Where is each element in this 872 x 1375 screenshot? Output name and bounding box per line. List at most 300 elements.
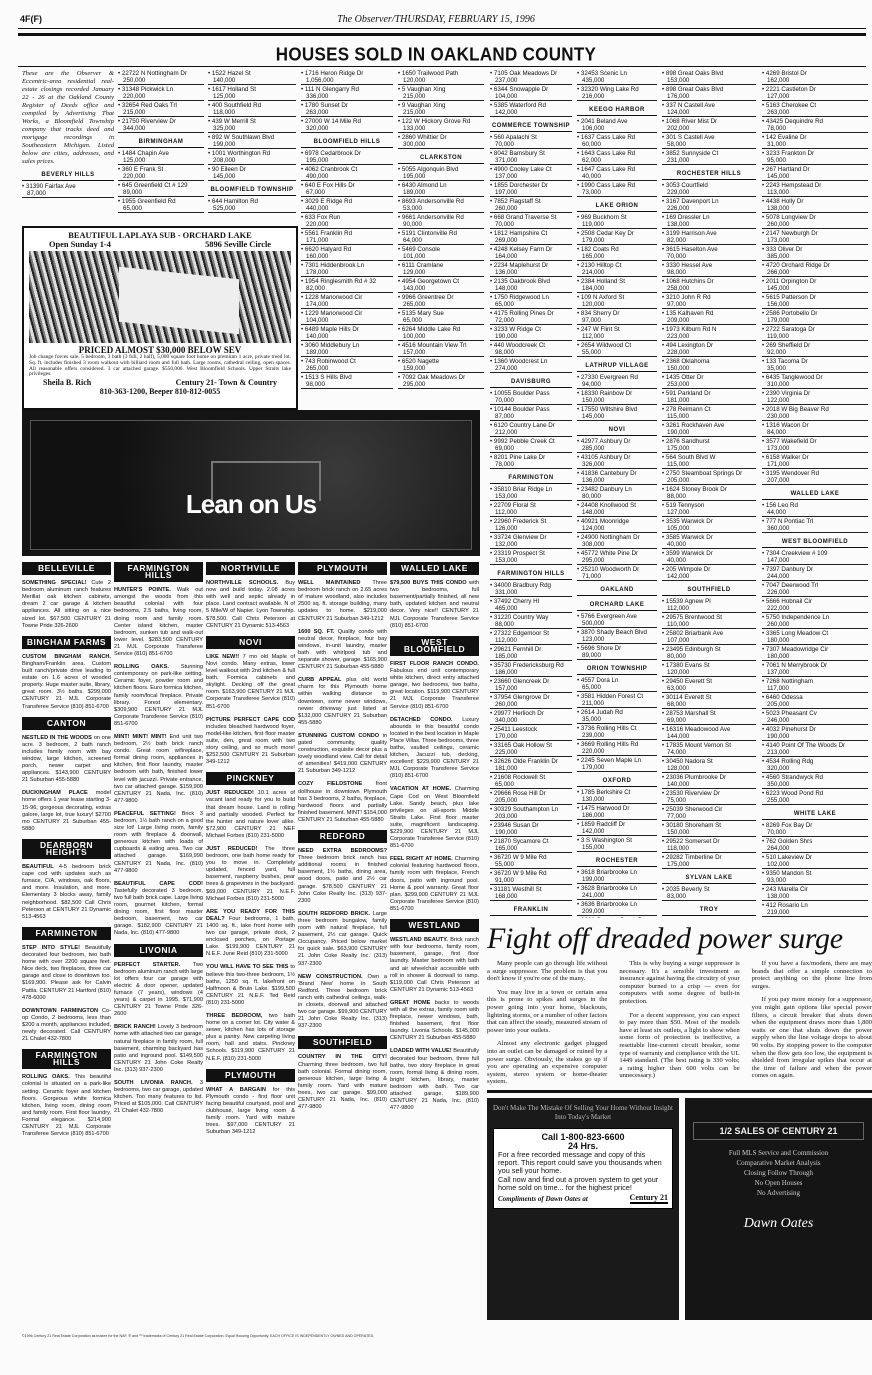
listing-item — [662, 742, 756, 757]
house-photo — [29, 251, 291, 343]
listing-item — [490, 278, 572, 293]
listing-item — [577, 869, 657, 884]
listing-address: • 30329 Southampton Ln — [490, 806, 572, 813]
listing-item — [662, 342, 756, 357]
listing-price: 40,000 — [662, 541, 756, 549]
listing-address: • 3535 Warwick Dr — [662, 518, 756, 525]
listing-price: 176,000 — [662, 93, 756, 101]
listing-address: • 9 Vaughan Xing — [398, 102, 484, 109]
listing-price: 155,000 — [577, 844, 657, 852]
listing-item — [662, 822, 756, 837]
listing-item — [490, 294, 572, 309]
listing-price: 340,000 — [490, 717, 572, 725]
ad-lead: WHAT A BARGAIN — [206, 1086, 266, 1093]
listing-address: • 29621 Fernhill Dr — [490, 646, 572, 653]
listing-price: 71,000 — [577, 573, 657, 581]
ad-text: Four bedrooms, 1 bath, 1400 sq. ft., lake front home with two car garage, private dock, 2 enclosed porches, on Portage Lake. $199,900 CENTURY 21 N.E.F. June Reid (810) 231-5000 — [206, 915, 295, 958]
listing-item — [490, 886, 572, 901]
listing-item — [662, 550, 756, 565]
listing-item — [662, 886, 756, 901]
ad-lead: STEP INTO STYLE! — [22, 944, 80, 951]
listing-address: • 6430 Almond Ln — [398, 182, 484, 189]
classified-ad — [22, 654, 111, 711]
listing-address: • 494 Lexington Dr — [662, 342, 756, 349]
listing-address: • 17380 Evans St — [662, 662, 756, 669]
listing-address: • 5023 Pheasant Cv — [762, 710, 868, 717]
listing-item — [301, 198, 393, 213]
listing-price: 97,000 — [662, 301, 756, 309]
listing-address: • 24900 Nottingham Dr — [577, 534, 657, 541]
listing-item — [577, 885, 657, 900]
listing-item — [762, 582, 868, 597]
listing-item — [577, 182, 657, 197]
listing-address: • 2221 Castleton Dr — [762, 86, 868, 93]
listing-price: 189,000 — [398, 189, 484, 197]
listing-address: • 3585 Warwick Dr — [662, 534, 756, 541]
ad-text: 3 bedrooms, two car garage, updated kitchen. Too many features to list. Priced at $105,000. Call CENTURY 21 Chalet 432-7800 — [114, 1080, 203, 1115]
listing-item — [662, 694, 756, 709]
listing-item — [662, 326, 756, 341]
listing-item — [762, 598, 868, 613]
listing-item — [577, 406, 657, 421]
listing-item — [662, 566, 756, 581]
ad-lead: LIKE NEW!! — [206, 653, 240, 660]
listing-item — [762, 374, 868, 389]
city-heading: SYLVAN LAKE — [662, 875, 756, 884]
classified-ad — [390, 717, 479, 781]
listing-address: • 32626 Olde Franklin Dr — [490, 758, 572, 765]
listing-address: • 205 Wimpole Dr — [662, 566, 756, 573]
listing-address: • 31220 Country Way — [490, 614, 572, 621]
listing-price: 127,000 — [662, 509, 756, 517]
listing-address: • 2245 Seven Maple Ln — [577, 757, 657, 764]
listing-item — [490, 534, 572, 549]
classified-ad — [298, 677, 387, 727]
listing-price: 148,000 — [490, 285, 572, 293]
listing-address: • 30180 Shoreham St — [662, 822, 756, 829]
listing-address: • 3 S Washington St — [577, 837, 657, 844]
listing-item — [490, 502, 572, 517]
listing-price: 181,000 — [490, 765, 572, 773]
listing-item — [301, 294, 393, 309]
ad-text: Stunning contemporary on park-like setting. Ceramic foyer, powder room and kitchen floors. Euro formica kitchen, family room/focal fireplace. Private library. Forest elementary. $309,900 CENTURY 21 MJL Corporate Transferee Service (810) 851-6700 — [114, 664, 203, 727]
listing-address: • 36720 W 9 Mile Rd — [490, 854, 572, 861]
listing-price: 440,000 — [301, 205, 393, 213]
listing-price: 199,000 — [577, 876, 657, 884]
listing-price: 179,000 — [577, 237, 657, 245]
listing-item — [662, 470, 756, 485]
ad-text: 10.1 acres of vacant land ready for you to build that dream house. Land is rolling and partially wooded. Perfect for the hunter and nature lover alike. $72,900 CENTURY 21 NEF Michael Forbes (810) 231-5000 — [206, 790, 295, 839]
listing-item — [577, 278, 657, 293]
listing-address: • 4248 Kelsey Farm Dr — [490, 246, 572, 253]
ad-body: Job change forces sale. 5 bedroom, 3 bath (3 full, 2 half), 5,000 square foot home on premium 1 acre, private treed lot. Sq. ft. includes finished 3 room walkout with billiard room and full bath. Large rooms, cathedral ceiling, open spaces. All reasonable offers considered. 3 car attached garage. $550,000. West Bloomfield Schools. Upper Straits lake privileges. — [29, 354, 291, 378]
listing-address: • 4032 Pinehurst Dr — [762, 726, 868, 733]
listing-price: 181,000 — [662, 397, 756, 405]
listing-price: 190,000 — [762, 733, 868, 741]
listing-price: 105,000 — [662, 525, 756, 533]
city-heading: DAVISBURG — [490, 379, 572, 388]
listing-price: 171,000 — [762, 461, 868, 469]
listing-address: • 6264 Middle Lake Rd — [398, 326, 484, 333]
listing-address: • 1780 Sunset Dr — [301, 102, 393, 109]
listing-item — [490, 598, 572, 613]
listing-address: • 2368 Oklahoma — [662, 358, 756, 365]
listing-price: 124,000 — [577, 525, 657, 533]
listing-address: • 591 Parkland Dr — [662, 390, 756, 397]
listing-price: 148,000 — [577, 509, 657, 517]
listing-address: • 29666 Rose Hill Dr — [490, 790, 572, 797]
listing-item — [662, 134, 756, 149]
listing-address: • 644 Hamilton Rd — [208, 198, 296, 205]
listing-address: • 135 Kalhaven Rd — [662, 310, 756, 317]
city-banner: NORTHVILLE — [206, 562, 295, 575]
listing-item — [301, 70, 393, 85]
listing-item — [208, 150, 296, 165]
listing-price: 189,000 — [301, 349, 393, 357]
listing-price: 173,000 — [762, 237, 868, 245]
ad-lead: COZY FIELDSTONE — [298, 781, 363, 788]
city-banner: FARMINGTON HILLS — [22, 1049, 111, 1069]
ad-lead: 1600 SQ. FT. — [298, 628, 335, 635]
ad-body: Call now and find out a proven system to get your home sold on time... for the highest price! — [498, 1174, 659, 1192]
service-item: Full MLS Service and Commission — [728, 1149, 829, 1157]
listing-address: • 4954 Georgetown Ct — [398, 278, 484, 285]
listing-price: 35,000 — [762, 365, 868, 373]
listing-price: 73,000 — [577, 189, 657, 197]
listing-item — [662, 486, 756, 501]
listing-item — [490, 198, 572, 213]
article-paragraph: If you pay more money for a suppressor, you might gain options like special power filters, a circuit breaker that shuts down when the equipment draws more than 1,800 watts or one that shuts down the power supply when the line voltage drops to about 90 volts. By stopping power to the computer when the flow gets too low, the equipment is shielded from irregular spikes that occur at the time of failure and when the power comes on again. — [751, 996, 872, 1080]
listing-price: 69,000 — [662, 717, 756, 725]
listing-price: 136,000 — [577, 477, 657, 485]
listing-address: • 6489 Maple Hills Dr — [301, 326, 393, 333]
article-paragraph: Many people can go through life without a surge suppressor. The problem is that you don't know if you're one of the many. — [487, 960, 608, 983]
listing-price: 115,000 — [662, 413, 756, 421]
divider — [18, 28, 866, 29]
listing-price: 84,000 — [762, 429, 868, 437]
listing-price: 264,000 — [762, 845, 868, 853]
listing-item — [577, 86, 657, 101]
listing-item — [301, 326, 393, 341]
listing-price: 160,000 — [301, 253, 393, 261]
listing-item — [490, 150, 572, 165]
listing-price: 229,000 — [662, 189, 756, 197]
listing-address: • 45772 White Pine Dr — [577, 550, 657, 557]
agent-name: Sheila B. Rich — [43, 378, 92, 388]
listing-item — [662, 598, 756, 613]
listing-price: 93,000 — [762, 877, 868, 885]
listing-item — [577, 502, 657, 517]
listing-price: 127,000 — [762, 93, 868, 101]
listing-price: 269,000 — [490, 237, 572, 245]
listing-item — [762, 646, 868, 661]
masthead: The Observer/THURSDAY, FEBRUARY 15, 1996 — [337, 14, 535, 25]
listing-price: 159,000 — [398, 365, 484, 373]
service-item: Comparative Market Analysis — [736, 1159, 821, 1167]
listing-address: • 1973 Kilburn Rd N — [662, 326, 756, 333]
page-number: 4F(F) — [20, 14, 42, 24]
listing-address: • 4557 Dora Ln — [577, 677, 657, 684]
listing-price: 260,000 — [490, 205, 572, 213]
listing-address: • 2722 Saratoga Dr — [762, 326, 868, 333]
listing-address: • 22960 Frederick St — [490, 518, 572, 525]
listing-price: 180,000 — [762, 653, 868, 661]
ad-lead: WELL MAINTAINED — [298, 580, 361, 587]
listing-item — [662, 614, 756, 629]
listing-address: • 3233 Frankton Dr — [762, 150, 868, 157]
listing-price: 153,000 — [490, 493, 572, 501]
listing-address: • 3330 Hessel Ave — [662, 262, 756, 269]
listing-item — [490, 518, 572, 533]
listing-item — [762, 630, 868, 645]
listing-price: 82,000 — [662, 237, 756, 245]
listing-price: 168,000 — [490, 893, 572, 901]
listing-address: • 31348 Pickwick Ln — [118, 86, 204, 93]
listing-price: 132,000 — [490, 541, 572, 549]
listing-address: • 9350 Mandon St — [762, 870, 868, 877]
listing-address: • 1435 Otter Dr — [662, 374, 756, 381]
listing-price: 255,000 — [762, 797, 868, 805]
listing-item — [301, 358, 393, 373]
ad-text: Luxury abounds in this beautiful condo located in the best location in Maple Place Villas. Three bedrooms, three baths, vaulted ceilings, ceramic kitchen, Jacuzzi tub, decking, excellent! $229,900 CENTURY 21 MJL Corporate Transferee Service (810) 851-6700 — [390, 716, 479, 780]
listing-price: 125,000 — [208, 93, 296, 101]
listing-price: 244,000 — [762, 573, 868, 581]
listing-address: • 1475 Harwood Dr — [577, 805, 657, 812]
open-house-time: Open Sunday 1-4 — [49, 240, 111, 249]
ad-lead: HUNTER'S POINTE. — [114, 587, 171, 594]
listing-item — [662, 678, 756, 693]
listing-price: 91,000 — [490, 877, 572, 885]
listing-address: • 23036 Plumbrooke Dr — [662, 774, 756, 781]
listing-item — [662, 182, 756, 197]
listing-address: • 5 Vaughan Xing — [398, 86, 484, 93]
listing-item — [662, 278, 756, 293]
listing-item — [301, 102, 393, 117]
listing-address: • 3736 Rolling Hills Ct — [577, 725, 657, 732]
listing-address: • 247 W Flint St — [577, 326, 657, 333]
listing-price: 98,000 — [301, 381, 393, 389]
listing-price: 214,000 — [577, 269, 657, 277]
listing-address: • 156 Leo Rd — [762, 502, 868, 509]
listing-price: 180,000 — [762, 637, 868, 645]
listing-address: • 5766 Evergreen Ave — [577, 613, 657, 620]
listing-price: 186,000 — [490, 669, 572, 677]
ad-text: 4-5 bedroom brick cape cod with updates such as furnace, C/A, windows, oak floors, and more. Insulation, and more. Elementary 3 blocks away, family neighborhood. $82,500 Call Chris Peterson at CENTURY 21 Dynamic 513-4563 — [22, 864, 111, 920]
listing-address: • 3210 John R Rd — [662, 294, 756, 301]
classified-ad — [298, 781, 387, 824]
listing-item — [118, 150, 204, 165]
listing-address: • 5163 Cherokee Ct — [762, 102, 868, 109]
classified-ad — [114, 734, 203, 805]
listing-address: • 333 Oliver Dr — [762, 246, 868, 253]
city-heading: COMMERCE TOWNSHIP — [490, 123, 572, 132]
city-heading: LATHRUP VILLAGE — [577, 363, 657, 372]
listing-item — [577, 390, 657, 405]
listing-price: 320,000 — [762, 765, 868, 773]
listing-item — [398, 310, 484, 325]
listing-price: 70,000 — [490, 221, 572, 229]
listing-address: • 3029 E Ridge Rd — [301, 198, 393, 205]
listing-price: 230,000 — [762, 413, 868, 421]
listing-address: • 5385 Waterford Rd — [490, 102, 572, 109]
listing-address: • 17550 Wiltshire Blvd — [577, 406, 657, 413]
listing-item — [662, 518, 756, 533]
listing-column — [22, 172, 114, 198]
listing-item — [301, 214, 393, 229]
listing-address: • 2135 Oakbrook Blvd — [490, 278, 572, 285]
city-banner: WALLED LAKE — [390, 562, 479, 575]
classified-ad — [390, 580, 479, 630]
ad-text: Buy now and build today. 2.08 acres with well and septic already in place. Land contract available. N of 5 Mile/W of Napier. Lyon Township. $78,500. Call Chris Peterson at CENTURY 21 Dynamic 513-4563 — [206, 580, 295, 629]
listing-item — [398, 118, 484, 133]
listing-item — [490, 694, 572, 709]
listing-address: • 3628 Briarbrooke Ln — [577, 885, 657, 892]
listing-price: 83,000 — [662, 893, 756, 901]
listing-address: • 21750 Riverview Dr — [118, 118, 204, 125]
listing-price: 265,000 — [398, 301, 484, 309]
listing-item — [208, 70, 296, 85]
listing-item — [398, 70, 484, 85]
listing-item — [208, 198, 296, 213]
listing-price: 70,000 — [490, 397, 572, 405]
listing-address: • 29575 Brentwood St — [662, 614, 756, 621]
listing-price: 203,000 — [490, 813, 572, 821]
listing-item — [208, 86, 296, 101]
listing-address: • 9966 Greentree Dr — [398, 294, 484, 301]
listing-price: 150,000 — [577, 397, 657, 405]
listing-price: 223,000 — [662, 333, 756, 341]
listing-address: • 1001 Worthington Rd — [208, 150, 296, 157]
listing-address: • 2018 W Big Beaver Rd — [762, 406, 868, 413]
ad-text: Large three bedroom bungalow, family room with natural fireplace, full basement, 2½ car garage. Quick Occupancy. Priced below market for quick sale. $63,900 CENTURY 21 John Coke Realty Inc. (313) 937-2300 — [298, 910, 387, 967]
listing-address: • 7307 Meadowridge Cir — [762, 646, 868, 653]
listing-item — [398, 278, 484, 293]
listing-item — [662, 70, 756, 85]
listing-address: • 269 Sheffield Dr — [762, 342, 868, 349]
listing-address: • 28753 Marshall St — [662, 710, 756, 717]
listing-price: 179,000 — [577, 764, 657, 772]
listing-item — [662, 86, 756, 101]
listing-price: 118,000 — [662, 845, 756, 853]
listing-price: 89,000 — [577, 652, 657, 660]
city-heading: BEVERLY HILLS — [22, 172, 114, 181]
ad-text: in gated community, quality construction, exquisite decor plus a lovely woodland view. Call for detail of amenities! $419,000 CENTURY 21 Suburban 349-1212 — [298, 732, 387, 775]
city-banner: BINGHAM FARMS — [22, 636, 111, 649]
listing-item — [577, 837, 657, 852]
ad-lead: PICTURE PERFECT CAPE COD — [206, 716, 295, 723]
ad-lead: WESTLAND BEAUTY. — [390, 937, 448, 944]
listing-price: 119,000 — [577, 221, 657, 229]
listing-price: 64,000 — [398, 237, 484, 245]
hours: 24 Hrs. — [567, 1141, 599, 1151]
listing-address: • 32453 Scenic Ln — [577, 70, 657, 77]
listing-address: • 3615 Haselton Ave — [662, 246, 756, 253]
listing-item — [490, 614, 572, 629]
listing-address: • 43105 Ashbury Dr — [577, 454, 657, 461]
ad-text: plus old world charm for this Plymouth home within walking distance to downtown, some newer windows, newer driveway just listed at $132,000 CENTURY 21 Suburban 455-5880 — [298, 677, 387, 726]
listing-address: • 1954 Ringlesmith Rd # 32 — [301, 278, 393, 285]
listing-item — [490, 486, 572, 501]
listing-item — [577, 693, 657, 708]
listing-address: • 17835 Mount Vernon St — [662, 742, 756, 749]
listing-address: • 640 E Fox Hills Dr — [301, 182, 393, 189]
ad-lead: JUST REDUCED! — [206, 790, 254, 797]
city-heading: NOVI — [577, 427, 657, 436]
listing-item — [762, 518, 868, 533]
classified-ad — [206, 580, 295, 630]
listing-address: • 2876 Sandhurst — [662, 438, 756, 445]
listing-address: • 22709 Floral St — [490, 502, 572, 509]
listing-price: 94,000 — [577, 381, 657, 389]
listing-price: 145,000 — [762, 173, 868, 181]
listing-item — [662, 790, 756, 805]
listing-address: • 31390 Fairfax Ave — [22, 183, 114, 190]
listing-price: 80,000 — [662, 653, 756, 661]
ad-text: on one acre. 3 bedroom, 2 bath ranch includes family room with bay window, large kitchen, screened porch, newer carpet and appliances. $143,900 CENTURY 21 Suburban 455-5880 — [22, 734, 111, 784]
compliments-line: Compliments of Dawn Oates at — [498, 1195, 588, 1204]
listing-item — [577, 470, 657, 485]
service-item: No Open Houses — [754, 1179, 803, 1187]
listing-address: • 439 W Merrill St — [208, 118, 296, 125]
listing-price: 112,000 — [662, 605, 756, 613]
city-heading: ROCHESTER HILLS — [662, 171, 756, 180]
listing-address: • 2147 Newburgh Dr — [762, 230, 868, 237]
listing-address: • 3167 Davenport Ln — [662, 198, 756, 205]
listing-address: • 560 Apalachi St — [490, 134, 572, 141]
listing-item — [577, 342, 657, 357]
listing-price: 220,000 — [118, 173, 204, 181]
listing-price: 142,000 — [490, 109, 572, 117]
classified-ad — [298, 848, 387, 905]
ad-text: Bingham/Franklin area. Custom built ranch/private drive leading to estate on 1.6 acres of wooded property. Huge master suite, library, great room. 3½ baths. $299,000 CENTURY 21 MJL Corporate Transferee Service (810) 851-6700 — [22, 660, 111, 710]
listing-address: • 43425 Dequindre Rd — [762, 118, 868, 125]
classified-column — [22, 558, 111, 1336]
listing-address: • 1643 Cass Lake Rd — [577, 150, 657, 157]
listing-price: 360,000 — [762, 525, 868, 533]
listing-address: • 33165 Oak Hollow St — [490, 742, 572, 749]
listing-price: 102,000 — [762, 861, 868, 869]
listing-price: 241,000 — [577, 892, 657, 900]
listing-item — [490, 358, 572, 373]
listing-address: • 16316 Meadowood Ave — [662, 726, 756, 733]
listing-column — [662, 70, 756, 918]
listing-address: • 29282 Timberline Dr — [662, 854, 756, 861]
ad-lead: DETACHED CONDO. — [390, 716, 453, 723]
listing-item — [662, 758, 756, 773]
lean-on-us-ad — [22, 410, 480, 556]
listing-address: • 4560 Strandwyck Rd — [762, 774, 868, 781]
listing-address: • 6460 Odessa — [762, 694, 868, 701]
listing-price: 115,000 — [662, 461, 756, 469]
ad-text: Co-op Condo, 2 bedrooms, less than $200 a month, appliances included, newly decorated. Call CENTURY 21 Chalet 432-7800 — [22, 1007, 111, 1043]
listing-item — [762, 198, 868, 213]
ad-lead: BEAUTIFUL — [22, 864, 54, 871]
listing-item — [762, 150, 868, 165]
listing-price: 226,000 — [762, 589, 868, 597]
listing-price: 142,000 — [662, 573, 756, 581]
listing-item — [208, 134, 296, 149]
listing-price: 40,000 — [577, 173, 657, 181]
listing-item — [208, 118, 296, 133]
listing-item — [662, 438, 756, 453]
ad-text: Charming Cape Cod on West Bloomfield Lake. Sandy beach, plus lake privileges on all-sports Middle Straits Lake. First floor master suite, magnificent landscaping. $229,900 CENTURY 21 MJL Corporate Transferee Service (810) 851-6700 — [390, 786, 479, 850]
city-banner: CANTON — [22, 717, 111, 730]
section-title: HOUSES SOLD IN OAKLAND COUNTY — [275, 44, 597, 65]
listing-item — [762, 726, 868, 741]
listing-price: 157,000 — [490, 685, 572, 693]
classified-ad — [390, 786, 479, 850]
listing-address: • 29450 Everett St — [662, 678, 756, 685]
